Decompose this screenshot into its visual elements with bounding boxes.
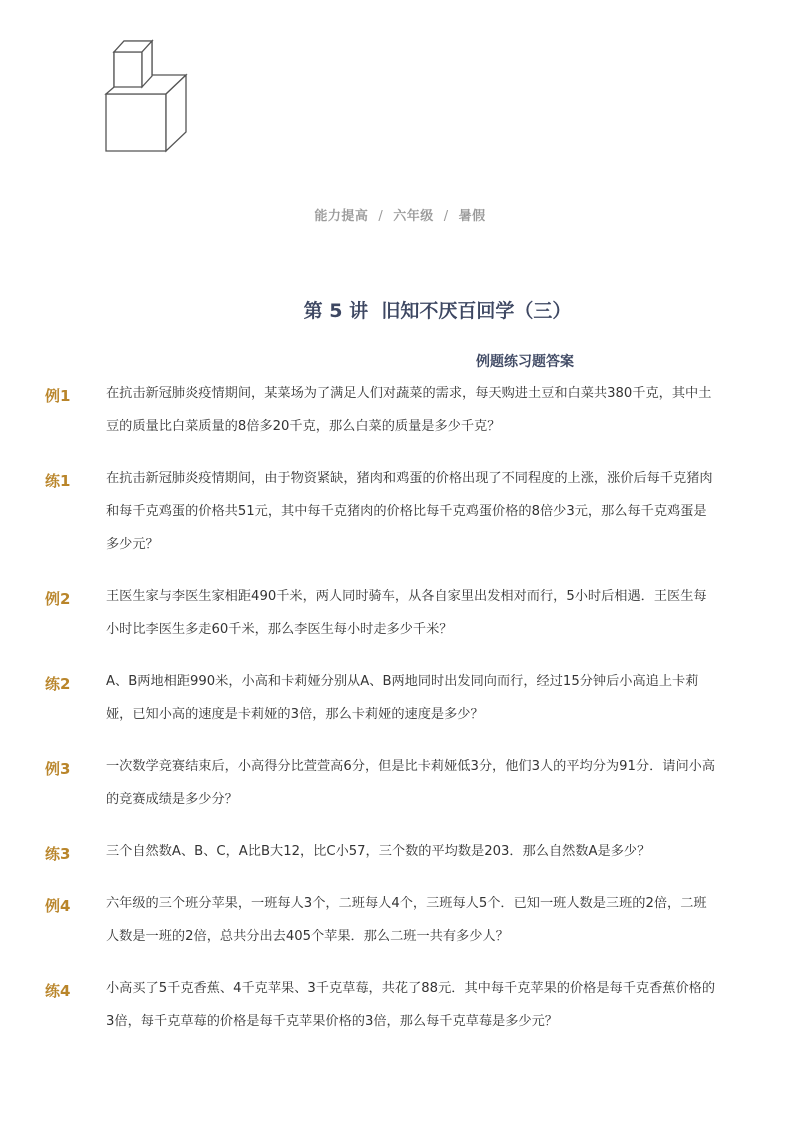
breadcrumb-separator: / (378, 209, 384, 224)
problem-text: 一次数学竞赛结束后，小高得分比萱萱高6分，但是比卡莉娅低3分，他们3人的平均分为91分．请问小高的竞赛成绩是多少分？ (106, 759, 716, 807)
problem-label: 练1 (45, 472, 71, 490)
problem-label: 练2 (45, 675, 71, 693)
problem-label: 练4 (45, 982, 71, 1000)
problem-text: 六年级的三个班分苹果，一班每人3个，二班每人4个，三班每人5个．已知一班人数是三班的2倍，二班人数是一班的2倍，总共分出去405个苹果．那么二班一共有多少人？ (106, 896, 707, 944)
breadcrumb-separator: / (443, 209, 449, 224)
breadcrumb-item-term: 暑假 (458, 209, 486, 224)
breadcrumb-item-grade: 六年级 (393, 209, 434, 224)
problem-text: 王医生家与李医生家相距490千米，两人同时骑车，从各自家里出发相对而行，5小时后相遇．王医生每小时比李医生多走60千米，那么李医生每小时走多少千米？ (106, 589, 707, 637)
problem-text: 在抗击新冠肺炎疫情期间，由于物资紧缺，猪肉和鸡蛋的价格出现了不同程度的上涨，涨价后每千克猪肉和每千克鸡蛋的价格共51元，其中每千克猪肉的价格比每千克鸡蛋价格的8倍少3元，那么每千克鸡蛋是多少元？ (106, 471, 713, 552)
problem-text: 小高买了5千克香蕉、4千克苹果、3千克草莓，共花了88元．其中每千克苹果的价格是每千克香蕉价格的3倍，每千克草莓的价格是每千克苹果价格的3倍，那么每千克草莓是多少元？ (106, 981, 716, 1029)
problem-text: A、B两地相距990米，小高和卡莉娅分别从A、B两地同时出发同向而行，经过15分钟后小高追上卡莉娅，已知小高的速度是卡莉娅的3倍，那么卡莉娅的速度是多少？ (106, 674, 699, 722)
problem-text: 在抗击新冠肺炎疫情期间，某菜场为了满足人们对蔬菜的需求，每天购进土豆和白菜共380千克，其中土豆的质量比白菜质量的8倍多20千克，那么白菜的质量是多少千克？ (106, 386, 712, 434)
breadcrumb (0, 205, 800, 224)
stacked-cubes-logo-icon (104, 38, 188, 154)
problem-label: 例3 (45, 760, 71, 778)
problem-text: 三个自然数A、B、C，A比B大12，比C小57，三个数的平均数是203．那么自然数A是多少？ (106, 844, 651, 859)
section-title: 例题练习题答案 (476, 354, 574, 370)
problem-label: 例2 (45, 590, 71, 608)
breadcrumb-item-course: 能力提高 (314, 209, 369, 224)
page-title: 第 5 讲 旧知不厌百回学（三） (303, 300, 572, 322)
problem-label: 例4 (45, 897, 71, 915)
problem-label: 例1 (45, 387, 71, 405)
problem-label: 练3 (45, 845, 71, 863)
